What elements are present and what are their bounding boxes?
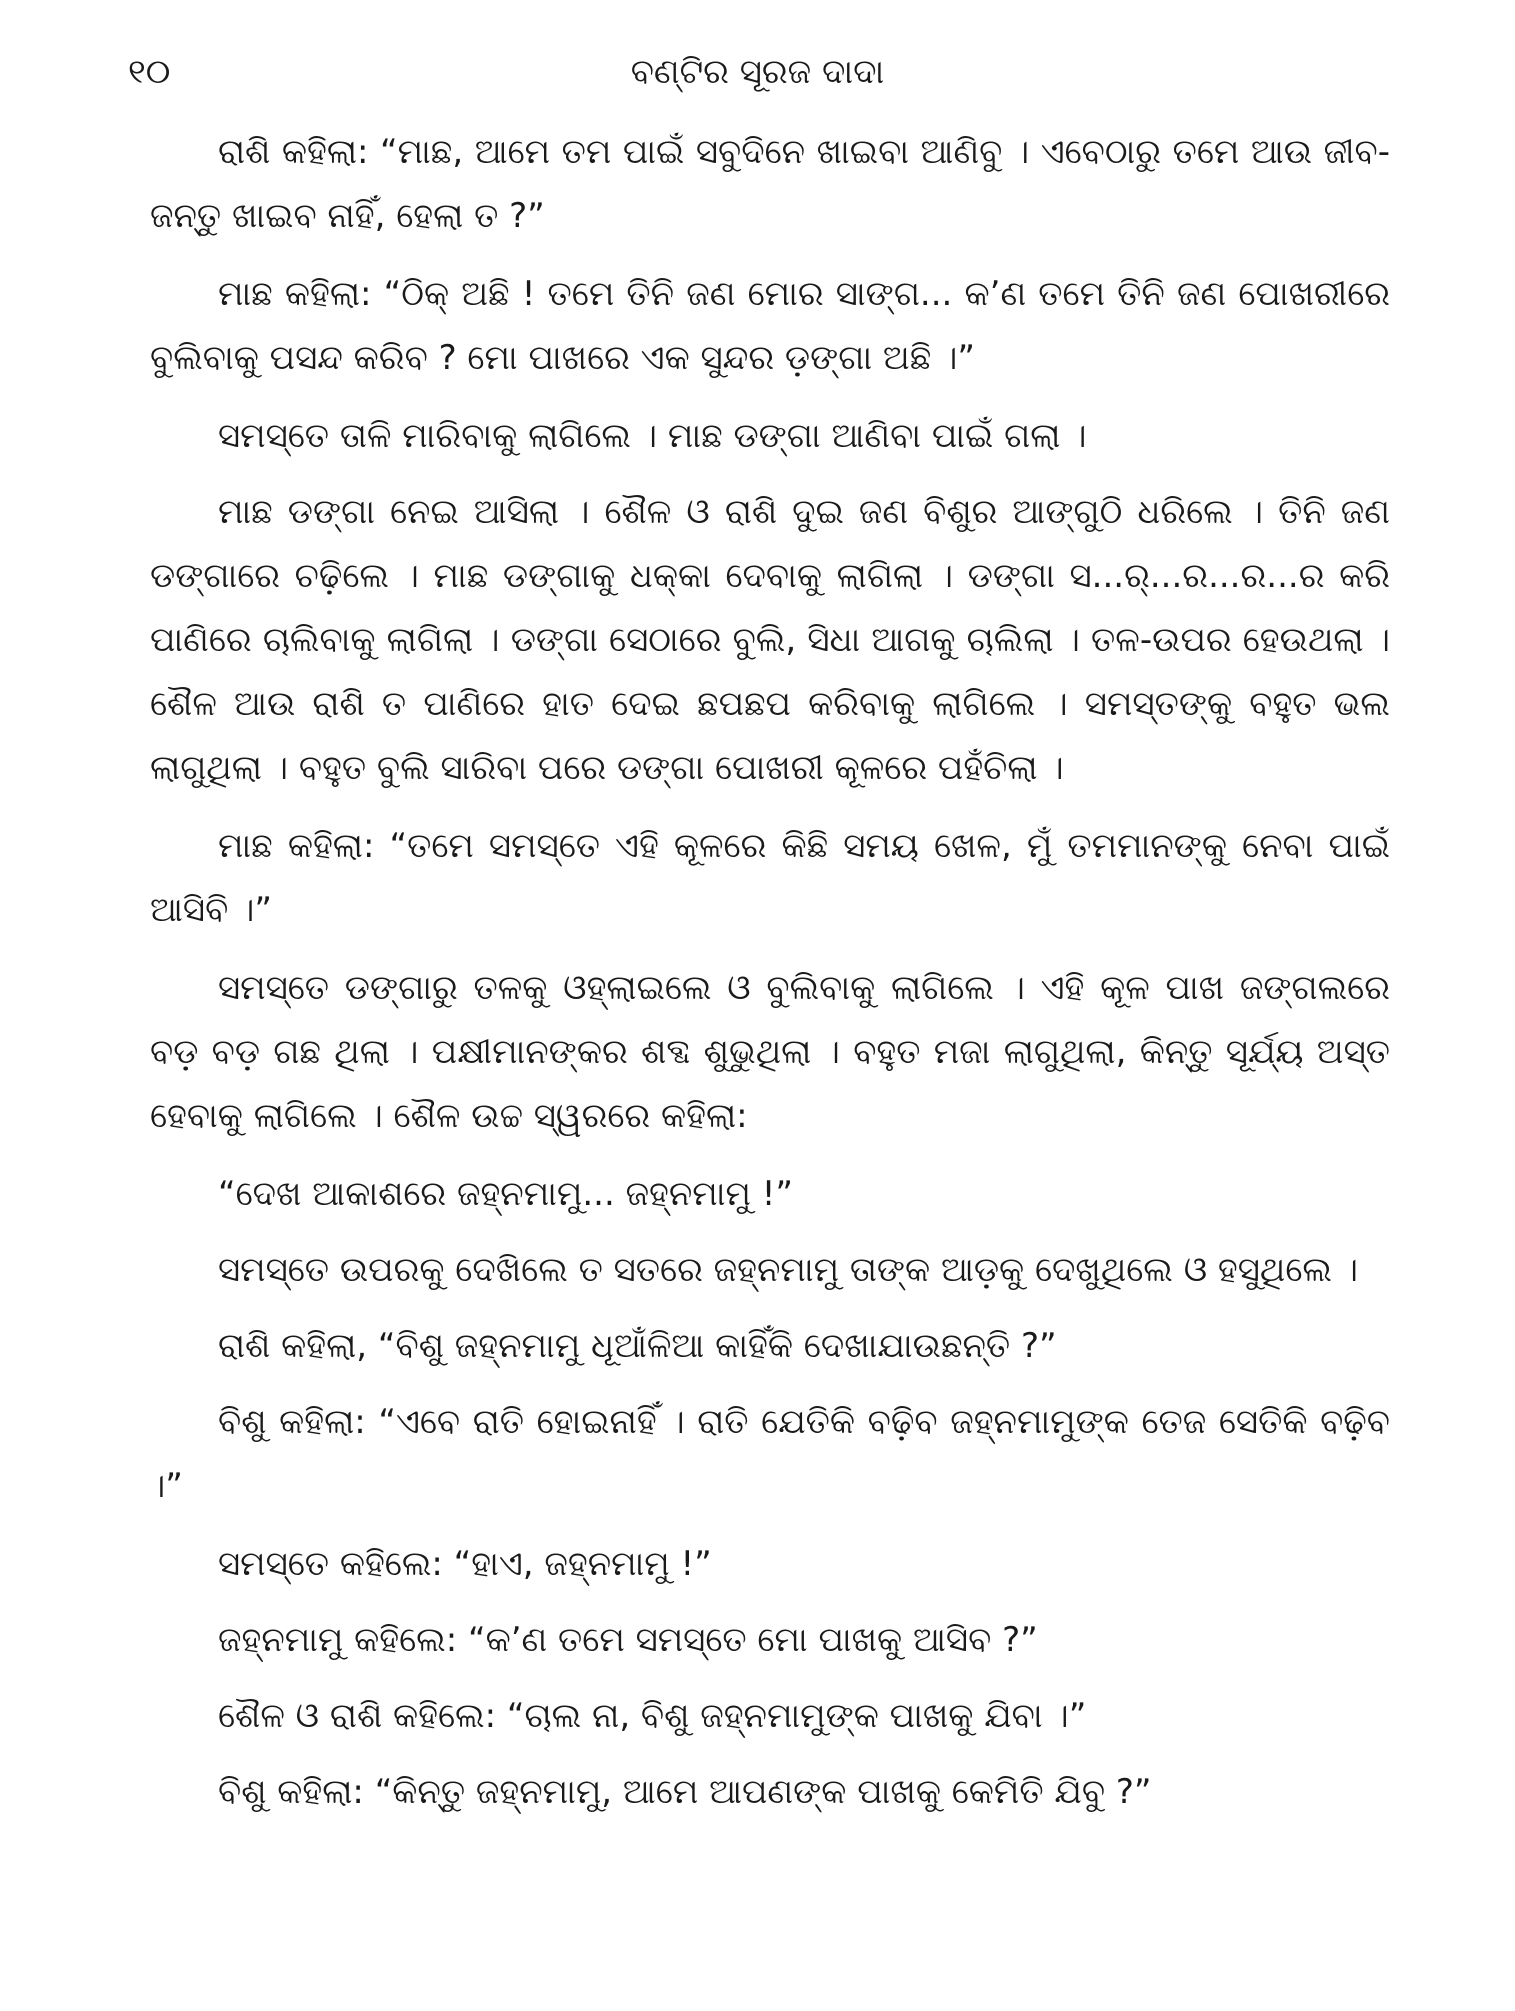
paragraph: ବିଶୁ କହିଲା: “କିନ୍ତୁ ଜହ୍ନମାମୁ, ଆମେ ଆପଣଙ୍କ ପାଖକୁ କେମିତି ଯିବୁ ?” (218, 1772, 1152, 1812)
paragraph: ମାଛ କହିଲା: “ତମେ ସମସ୍ତେ ଏହି କୂଳରେ କିଛି ସମୟ ଖେଳ, ମୁଁ ତମମାନଙ୍କୁ ନେବା ପାଇଁ ଆସିବି ।” (150, 826, 1390, 930)
paragraph: “ଦେଖ ଆକାଶରେ ଜହ୍ନମାମୁ... ଜହ୍ନମାମୁ !” (218, 1174, 793, 1214)
paragraph: ରାଶି କହିଲା: “ମାଛ, ଆମେ ତମ ପାଇଁ ସବୁଦିନେ ଖାଇବା ଆଣିବୁ । ଏବେଠାରୁ ତମେ ଆଉ ଜୀବ-ଜନ୍ତୁ ଖାଇବ ନାହିଁ, ହେଲା ତ ?” (150, 132, 1390, 236)
paragraph: ସମସ୍ତେ ଉପରକୁ ଦେଖିଲେ ତ ସତରେ ଜହ୍ନମାମୁ ତାଙ୍କ ଆଡ଼କୁ ଦେଖୁଥିଲେ ଓ ହସୁଥିଲେ । (218, 1250, 1359, 1290)
page-number: ୧୦ (128, 52, 171, 92)
page-header (128, 46, 1387, 106)
story-text (150, 120, 1390, 1836)
running-title: ବଣ୍ଟିର ସୂରଜ ଦାଦା (630, 52, 885, 92)
paragraph: ମାଛ ଡଙ୍ଗା ନେଇ ଆସିଲା । ଶୈଳ ଓ ରାଶି ଦୁଇ ଜଣ ବିଶୁର ଆଙ୍ଗୁଠି ଧରିଲେ । ତିନି ଜଣ ଡଙ୍ଗାରେ ଚଢ଼ିଲେ । ମାଛ ଡଙ୍ଗାକୁ ଧକ୍କା ଦେବାକୁ ଲାଗିଲା । ଡଙ୍ଗା ସ...ର୍...ର...ର...ର କରି ପାଣିରେ ଚାଲିବାକୁ ଲାଗିଲା । ଡଙ୍ଗା ସେଠାରେ ବୁଲି, ସିଧା ଆଗକୁ ଚାଲିଲା । ତଳ-ଉପର ହେଉଥଲା । ଶୈଳ ଆଉ ରାଶି ତ ପାଣିରେ ହାତ ଦେଇ ଛପଛପ କରିବାକୁ ଲାଗିଲେ । ସମସ୍ତଙ୍କୁ ବହୁତ ଭଲ ଲାଗୁଥିଲା । ବହୁତ ବୁଲି ସାରିବା ପରେ ଡଙ୍ଗା ପୋଖରୀ କୂଳରେ ପହଁଚିଲା । (150, 492, 1390, 788)
paragraph: ବିଶୁ କହିଲା: “ଏବେ ରାତି ହୋଇନାହିଁ । ରାତି ଯେତିକି ବଢ଼ିବ ଜହ୍ନମାମୁଙ୍କ ତେଜ ସେତିକି ବଢ଼ିବ ।” (150, 1402, 1390, 1506)
paragraph: ମାଛ କହିଲା: “ଠିକ୍ ଅଛି ! ତମେ ତିନି ଜଣ ମୋର ସାଙ୍ଗ... କ’ଣ ତମେ ତିନି ଜଣ ପୋଖରୀରେ ବୁଲିବାକୁ ପସନ୍ଦ କରିବ ? ମୋ ପାଖରେ ଏକ ସୁନ୍ଦର ଡ଼ଙ୍ଗା ଅଛି ।” (150, 274, 1390, 378)
paragraph: ସମସ୍ତେ ଡଙ୍ଗାରୁ ତଳକୁ ଓହ୍ଲାଇଲେ ଓ ବୁଲିବାକୁ ଲାଗିଲେ । ଏହି କୂଳ ପାଖ ଜଙ୍ଗଲରେ ବଡ଼ ବଡ଼ ଗଛ ଥିଲା । ପକ୍ଷୀମାନଙ୍କର ଶବ୍ଦ ଶୁଭୁଥିଲା । ବହୁତ ମଜା ଲାଗୁଥିଲା, କିନ୍ତୁ ସୂର୍ଯ୍ୟ ଅସ୍ତ ହେବାକୁ ଲାଗିଲେ । ଶୈଳ ଉଚ୍ଚ ସ୍ୱରରେ କହିଲା: (150, 968, 1390, 1136)
paragraph: ସମସ୍ତେ ତାଳି ମାରିବାକୁ ଲାଗିଲେ । ମାଛ ଡଙ୍ଗା ଆଣିବା ପାଇଁ ଗଲା । (218, 416, 1087, 456)
paragraph: ଜହ୍ନମାମୁ କହିଲେ: “କ’ଣ ତମେ ସମସ୍ତେ ମୋ ପାଖକୁ ଆସିବ ?” (218, 1620, 1038, 1660)
paragraph: ଶୈଳ ଓ ରାଶି କହିଲେ: “ଚାଲ ନା, ବିଶୁ ଜହ୍ନମାମୁଙ୍କ ପାଖକୁ ଯିବା ।” (218, 1696, 1087, 1736)
paragraph: ରାଶି କହିଲା, “ବିଶୁ ଜହ୍ନମାମୁ ଧୂଆଁଳିଆ କାହିଁକି ଦେଖାଯାଉଛନ୍ତି ?” (218, 1326, 1057, 1366)
paragraph: ସମସ୍ତେ କହିଲେ: “ହାଏ, ଜହ୍ନମାମୁ !” (218, 1544, 712, 1584)
